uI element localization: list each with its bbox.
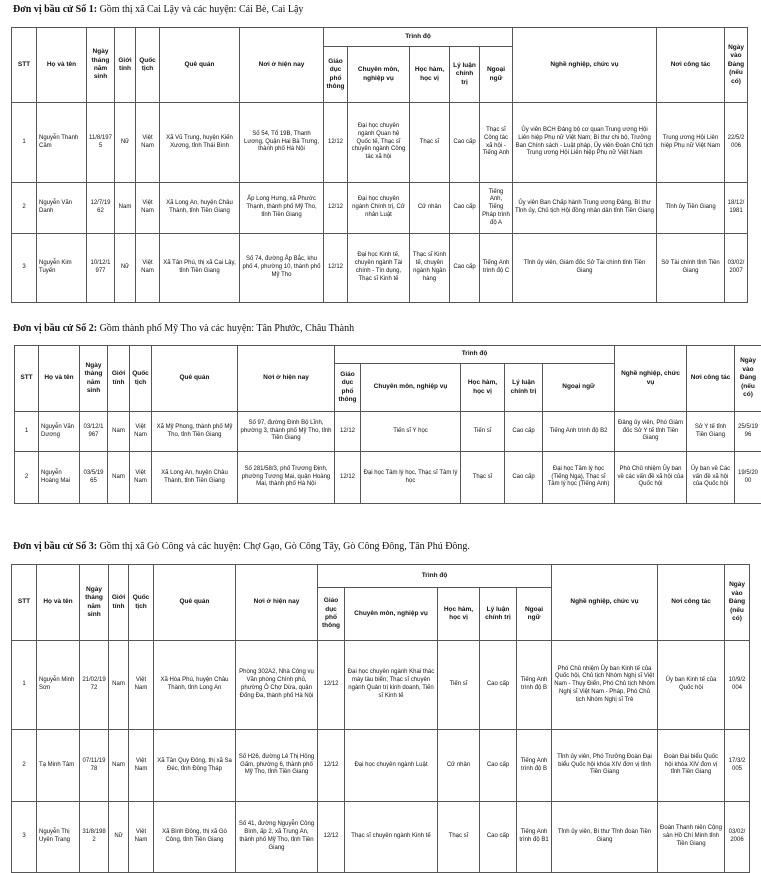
cell-party: 17/3/2005 [725,730,750,802]
cell-degree: Thạc sĩ [438,802,480,873]
cell-stt: 1 [15,412,39,452]
cell-specialty: Thạc sĩ chuyên ngành Kinh tế [345,802,438,873]
cell-gender: Nam [109,730,129,802]
cell-specialty: Đại học chuyên ngành Luật [345,730,438,802]
cell-specialty: Đại học Tâm lý học, Thạc sĩ Tâm lý học [361,452,461,504]
cell-political: Cao cấp [450,103,480,183]
header-row [15,346,761,364]
cell-gender: Nam [109,641,129,730]
cell-workplace: Đoàn Thanh niên Cộng sản Hồ Chí Minh tỉnh Tiền Giang [658,802,725,873]
cell-stt: 2 [15,452,39,504]
cell-specialty: Đại học chuyên ngành Chính trị, Cử nhân Luật [348,183,410,234]
column-header-name: Họ và tên [37,28,87,103]
cell-gender: Nam [115,183,136,234]
cell-party: 25/5/1996 [735,412,761,452]
column-header-dob: Ngày tháng năm sinh [80,565,109,641]
cell-nationality: Việt Nam [136,103,160,183]
column-header-degree: Học hàm, học vị [438,588,480,641]
column-header-general: Giáo dục phổ thông [324,47,348,103]
cell-political: Cao cấp [480,641,517,730]
cell-political: Cao cấp [480,802,517,873]
cell-nationality: Việt Nam [136,234,160,303]
cell-party: 18/12/1981 [725,183,748,234]
cell-degree: Thạc sĩ [410,103,450,183]
column-header-occupation: Nghề nghiệp, chức vụ [615,346,687,412]
cell-residence: Số H26, đường Lê Thị Hồng Gấm, phường 6, thành phố Mỹ Tho, tỉnh Tiền Giang [236,730,318,802]
cell-nationality: Việt Nam [129,641,154,730]
cell-nationality: Việt Nam [129,730,154,802]
cell-party: 03/02/2007 [725,234,748,303]
column-header-workplace: Nơi công tác [657,28,725,103]
cell-gender: Nam [108,452,130,504]
cell-gender: Nam [108,412,130,452]
column-header-occupation: Nghề nghiệp, chức vụ [513,28,657,103]
cell-hometown: Xã Long An, huyện Châu Thành, tỉnh Tiền Giang [160,183,240,234]
column-header-hometown: Quê quán [160,28,240,103]
column-header-party: Ngày vào Đảng (nếu có) [725,565,750,641]
cell-stt: 1 [12,641,37,730]
column-header-gender: Giới tính [115,28,136,103]
cell-general: 12/12 [335,412,361,452]
cell-hometown: Xã Tân Quy Đông, thị xã Sa Đéc, tỉnh Đồng Tháp [154,730,236,802]
electoral-unit-label: Đơn vị bầu cử Số 1: [13,4,97,15]
candidate-table [11,27,748,303]
cell-dob: 12/7/1962 [87,183,115,234]
cell-residence: Số 281/58/3, phố Trương Định, phường Tương Mai, quận Hoàng Mai, thành phố Hà Nội [238,452,335,504]
cell-occupation: Đảng ủy viên, Phó Giám đốc Sở Y tế tỉnh Tiền Giang [615,412,687,452]
cell-dob: 31/8/1982 [80,802,109,873]
column-header-political: Lý luận chính trị [505,364,543,412]
cell-stt: 2 [12,730,37,802]
column-header-workplace: Nơi công tác [658,565,725,641]
column-header-nationality: Quốc tịch [129,565,154,641]
cell-dob: 10/12/1977 [87,234,115,303]
cell-workplace: Sở Tài chính tỉnh Tiền Giang [657,234,725,303]
column-header-specialty: Chuyên môn, nghiệp vụ [345,588,438,641]
column-header-name: Họ và tên [39,346,80,412]
cell-language: Tiếng Anh, Tiếng Pháp trình độ A [480,183,513,234]
cell-residence: Phòng 302A2, Nhà Công vụ Văn phòng Chính phủ, phường Ô Chợ Dừa, quận Đống Đa, thành phố Hà Nội [236,641,318,730]
cell-stt: 1 [12,103,37,183]
column-header-hometown: Quê quán [152,346,238,412]
cell-nationality: Việt Nam [130,452,152,504]
electoral-unit-area: Gồm thị xã Cai Lậy và các huyện: Cái Bè, Cai Lậy [97,4,303,15]
cell-general: 12/12 [318,641,345,730]
column-header-workplace: Nơi công tác [687,346,735,412]
cell-degree: Tiến sĩ [438,641,480,730]
cell-hometown: Xã Hòa Phú, huyện Châu Thành, tỉnh Long An [154,641,236,730]
cell-name: Nguyễn Thanh Cầm [37,103,87,183]
cell-nationality: Việt Nam [136,183,160,234]
header-row [12,565,750,588]
cell-occupation: Tỉnh ủy viên, Phó Trưởng Đoàn Đại biểu Quốc hội khóa XIV đơn vị tỉnh Tiền Giang [552,730,658,802]
electoral-unit-label: Đơn vị bầu cử Số 3: [13,541,97,552]
column-header-political: Lý luận chính trị [480,588,517,641]
column-header-residence: Nơi ở hiện nay [240,28,324,103]
cell-language: Tiếng Anh trình độ B2 [543,412,615,452]
cell-nationality: Việt Nam [130,412,152,452]
column-header-degree: Học hàm, học vị [410,47,450,103]
cell-party: 22/5/2006 [725,103,748,183]
column-header-gender: Giới tính [109,565,129,641]
cell-dob: 03/5/1965 [80,452,108,504]
cell-residence: Số 54, Tổ 19B, Thanh Lương, Quận Hai Bà Trưng, thành phố Hà Nội [240,103,324,183]
cell-gender: Nữ [115,234,136,303]
cell-hometown: Xã Mỹ Phong, thành phố Mỹ Tho, tỉnh Tiền Giang [152,412,238,452]
column-header-residence: Nơi ở hiện nay [236,565,318,641]
cell-name: Tạ Minh Tâm [37,730,80,802]
column-header-name: Họ và tên [37,565,80,641]
table-row [12,103,748,183]
column-header-specialty: Chuyên môn, nghiệp vụ [361,364,461,412]
column-header-general: Giáo dục phổ thông [335,364,361,412]
cell-language: Thạc sĩ Công tác xã hội - Tiếng Anh [480,103,513,183]
cell-specialty: Đại học chuyên ngành Khai thác máy tàu biển; Thạc sĩ chuyên ngành Quản trị kinh doanh, Tiến sĩ Kinh tế [345,641,438,730]
column-header-party: Ngày vào Đảng (nếu có) [735,346,761,412]
column-header-occupation: Nghề nghiệp, chức vụ [552,565,658,641]
column-header-residence: Nơi ở hiện nay [238,346,335,412]
column-header-language: Ngoại ngữ [543,364,615,412]
column-header-stt: STT [15,346,39,412]
cell-occupation: Tỉnh ủy viên, Giám đốc Sở Tài chính tỉnh Tiền Giang [513,234,657,303]
cell-workplace: Ủy ban Kinh tế của Quốc hội [658,641,725,730]
cell-dob: 03/12/1967 [80,412,108,452]
column-header-stt: STT [12,28,37,103]
cell-party: 03/02/2006 [725,802,750,873]
cell-degree: Thạc sĩ Kinh tế, chuyên ngành Ngân hàng [410,234,450,303]
candidate-table [14,345,761,504]
cell-degree: Thạc sĩ [461,452,505,504]
column-header-nationality: Quốc tịch [130,346,152,412]
cell-general: 12/12 [324,183,348,234]
header-row [12,28,748,47]
cell-general: 12/12 [324,234,348,303]
cell-stt: 2 [12,183,37,234]
cell-party: 19/5/2000 [735,452,761,504]
electoral-unit-area: Gồm thị xã Gò Công và các huyện: Chợ Gạo, Gò Công Tây, Gò Công Đông, Tân Phú Đông. [97,541,470,552]
cell-general: 12/12 [318,802,345,873]
column-header-education: Trình độ [324,28,513,47]
column-header-nationality: Quốc tịch [136,28,160,103]
cell-political: Cao cấp [505,412,543,452]
cell-hometown: Xã Long An, huyện Châu Thành, tỉnh Tiền Giang [152,452,238,504]
cell-residence: Số 41, đường Nguyễn Công Bình, ấp 2, xã Trung An, thành phố Mỹ Tho, tỉnh Tiền Giang [236,802,318,873]
cell-language: Tiếng Anh trình độ B [517,641,552,730]
cell-political: Cao cấp [505,452,543,504]
cell-nationality: Việt Nam [129,802,154,873]
column-header-degree: Học hàm, học vị [461,364,505,412]
column-header-general: Giáo dục phổ thông [318,588,345,641]
electoral-unit-area: Gồm thành phố Mỹ Tho và các huyện: Tân Phước, Châu Thành [97,323,354,334]
cell-language: Đại học Tâm lý học (Tiếng Nga), Thạc sĩ Tâm lý học (Tiếng Anh) [543,452,615,504]
electoral-unit-label: Đơn vị bầu cử Số 2: [13,323,97,334]
cell-occupation: Ủy viên Ban Chấp hành Trung ương Đảng, Bí thư Tỉnh ủy, Chủ tịch Hội đồng nhân dân tỉnh Tiền Giang [513,183,657,234]
cell-political: Cao cấp [450,183,480,234]
cell-hometown: Xã Vũ Trung, huyện Kiến Xương, tỉnh Thái Bình [160,103,240,183]
candidate-table [11,564,750,873]
cell-name: Nguyễn Hoàng Mai [39,452,80,504]
cell-gender: Nữ [115,103,136,183]
column-header-gender: Giới tính [108,346,130,412]
cell-political: Cao cấp [450,234,480,303]
cell-general: 12/12 [335,452,361,504]
cell-language: Tiếng Anh trình độ C [480,234,513,303]
cell-language: Tiếng Anh trình độ B [517,730,552,802]
cell-residence: Số 74, đường Ấp Bắc, khu phố 4, phường 10, thành phố Mỹ Tho [240,234,324,303]
cell-degree: Cử nhân [410,183,450,234]
column-header-education: Trình độ [318,565,552,588]
cell-degree: Cử nhân [438,730,480,802]
table-row [12,234,748,303]
cell-stt: 3 [12,802,37,873]
cell-occupation: Phó Chủ nhiệm Ủy ban về các vấn đề xã hội của Quốc hội [615,452,687,504]
cell-name: Nguyễn Minh Sơn [37,641,80,730]
cell-name: Nguyễn Kim Tuyến [37,234,87,303]
column-header-political: Lý luận chính trị [450,47,480,103]
column-header-stt: STT [12,565,37,641]
cell-residence: Ấp Long Hưng, xã Phước Thạnh, thành phố Mỹ Tho, tỉnh Tiền Giang [240,183,324,234]
section-title [13,541,470,552]
cell-specialty: Đại học Kinh tế, chuyên ngành Tài chính - Tín dụng, Thạc sĩ Kinh tế [348,234,410,303]
column-header-specialty: Chuyên môn, nghiệp vụ [348,47,410,103]
cell-dob: 21/02/1972 [80,641,109,730]
cell-occupation: Tỉnh ủy viên, Bí thư Tỉnh đoàn Tiền Giang [552,802,658,873]
table-row [12,183,748,234]
table-row [15,452,761,504]
cell-degree: Tiến sĩ [461,412,505,452]
cell-dob: 11/8/1975 [87,103,115,183]
cell-hometown: Xã Bình Đông, thị xã Gò Công, tỉnh Tiền Giang [154,802,236,873]
table-row [12,641,750,730]
cell-specialty: Đại học chuyên ngành Quan hệ Quốc tế, Thạc sĩ chuyên ngành Công tác xã hội [348,103,410,183]
cell-stt: 3 [12,234,37,303]
cell-language: Tiếng Anh trình độ B1 [517,802,552,873]
column-header-language: Ngoại ngữ [517,588,552,641]
section-title [13,323,354,334]
table-row [15,412,761,452]
cell-workplace: Ủy ban về Các vấn đề xã hội của Quốc hội [687,452,735,504]
cell-name: Nguyễn Thị Uyên Trang [37,802,80,873]
cell-workplace: Trung ương Hội Liên hiệp Phụ nữ Việt Nam [657,103,725,183]
cell-workplace: Đoàn Đại biểu Quốc hội khóa XIV đơn vị tỉnh Tiền Giang [658,730,725,802]
column-header-hometown: Quê quán [154,565,236,641]
cell-gender: Nữ [109,802,129,873]
cell-specialty: Tiến sĩ Y học [361,412,461,452]
cell-name: Nguyễn Văn Dương [39,412,80,452]
table-row [12,730,750,802]
cell-general: 12/12 [324,103,348,183]
column-header-dob: Ngày tháng năm sinh [87,28,115,103]
cell-residence: Số 97, đường Đinh Bộ Lĩnh, phường 3, thành phố Mỹ Tho, tỉnh Tiền Giang [238,412,335,452]
cell-political: Cao cấp [480,730,517,802]
cell-hometown: Xã Tân Phú, thị xã Cai Lậy, tỉnh Tiền Giang [160,234,240,303]
column-header-language: Ngoại ngữ [480,47,513,103]
cell-name: Nguyễn Văn Danh [37,183,87,234]
cell-general: 12/12 [318,730,345,802]
column-header-party: Ngày vào Đảng (nếu có) [725,28,748,103]
section-title [13,4,303,15]
cell-workplace: Tỉnh ủy Tiền Giang [657,183,725,234]
cell-dob: 07/11/1978 [80,730,109,802]
cell-party: 10/9/2004 [725,641,750,730]
cell-occupation: Ủy viên BCH Đảng bộ cơ quan Trung ương Hội Liên hiệp Phụ nữ Việt Nam; Bí thư chi bộ, Trưởng Ban Chính sách - Luật pháp, Ủy viên Đoàn Chủ tịch Trung ương Hội Liên hiệp Phụ nữ Việt Nam [513,103,657,183]
cell-workplace: Sở Y tế tỉnh Tiền Giang [687,412,735,452]
column-header-dob: Ngày tháng năm sinh [80,346,108,412]
table-row [12,802,750,873]
cell-occupation: Phó Chủ nhiệm Ủy ban Kinh tế của Quốc hội, Chủ tịch Nhóm Nghị sĩ Việt Nam - Thụy Điển, Phó Chủ tịch Nhóm Nghị sĩ Việt Nam - Pháp, Phó Chủ tịch Nhóm Nghị sĩ Trẻ [552,641,658,730]
column-header-education: Trình độ [335,346,615,364]
